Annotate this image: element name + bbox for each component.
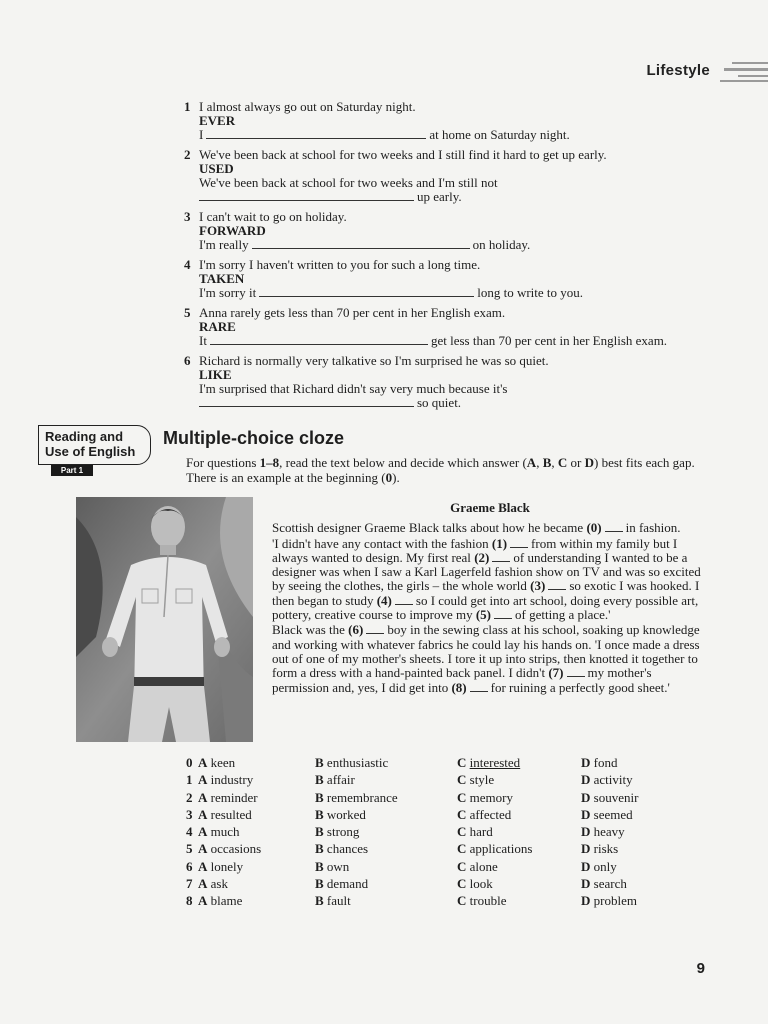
gap-6[interactable] <box>366 623 384 634</box>
original-sentence: I can't wait to go on holiday. <box>199 209 347 224</box>
item-number: 5 <box>184 305 191 320</box>
option-row: 0 A keen B enthusiastic C interested D fond <box>186 755 618 770</box>
option-row: 2 A reminder B remembrance C memory D souvenir <box>186 789 639 805</box>
answer-line: up early. <box>199 190 714 204</box>
option-a[interactable]: A industry <box>198 772 254 788</box>
gap-4[interactable] <box>395 594 413 605</box>
answer-gap[interactable] <box>206 128 426 139</box>
article-title: Graeme Black <box>450 500 530 515</box>
option-d[interactable]: D risks <box>581 841 619 857</box>
option-a[interactable]: A ask <box>198 876 228 892</box>
designer-photo <box>76 497 253 742</box>
original-sentence: I almost always go out on Saturday night. <box>199 99 416 114</box>
transformation-item-5 <box>184 306 714 348</box>
option-c[interactable]: C hard <box>457 824 493 840</box>
option-c[interactable]: C trouble <box>457 893 507 909</box>
article-paragraph-1: Scottish designer Graeme Black talks about how he became (0) in fashion. <box>272 520 681 536</box>
part-badge: Part 1 <box>51 465 93 476</box>
option-row: 5 A occasions B chances C applications D risks <box>186 841 619 857</box>
header-decoration <box>716 58 768 92</box>
answer-line-prefix: We've been back at school for two weeks and I'm still not <box>199 175 498 190</box>
item-number: 3 <box>184 209 191 224</box>
option-b[interactable]: B strong <box>315 824 360 840</box>
transformation-item-6 <box>184 354 714 410</box>
option-d[interactable]: D activity <box>581 772 633 788</box>
answer-options <box>186 755 706 911</box>
original-sentence: We've been back at school for two weeks and I still find it hard to get up early. <box>199 147 607 162</box>
gap-1[interactable] <box>510 537 528 548</box>
option-d[interactable]: D problem <box>581 893 637 909</box>
option-row: 3 A resulted B worked C affected D seemed <box>186 806 633 822</box>
answer-gap[interactable] <box>210 334 428 345</box>
option-d[interactable]: D souvenir <box>581 789 639 805</box>
option-b[interactable]: B own <box>315 858 350 874</box>
key-word: FORWARD <box>199 223 266 238</box>
option-a[interactable]: A lonely <box>198 858 244 874</box>
section-label: Reading and Use of English <box>38 425 151 465</box>
answer-line-prefix: I'm surprised that Richard didn't say very much because it's <box>199 381 508 396</box>
option-a[interactable]: A reminder <box>198 789 258 805</box>
option-a[interactable]: A keen <box>198 755 236 770</box>
key-word: TAKEN <box>199 271 245 286</box>
transformation-item-3 <box>184 210 714 252</box>
option-row: 7 A ask B demand C look D search <box>186 876 627 892</box>
answer-line: I'm sorry it long to write to you. <box>199 285 584 300</box>
option-c[interactable]: C style <box>457 772 495 788</box>
option-c[interactable]: C look <box>457 876 493 892</box>
gap-7[interactable] <box>567 666 585 677</box>
option-b[interactable]: B fault <box>315 893 351 909</box>
answer-gap[interactable] <box>199 190 414 201</box>
option-c[interactable]: C alone <box>457 858 498 874</box>
option-b[interactable]: B demand <box>315 876 369 892</box>
gap-0[interactable] <box>605 521 623 532</box>
gap-5[interactable] <box>494 608 512 619</box>
answer-line: I at home on Saturday night. <box>199 127 570 142</box>
gap-3[interactable] <box>548 579 566 590</box>
option-b[interactable]: B chances <box>315 841 369 857</box>
option-b[interactable]: B remembrance <box>315 789 398 805</box>
item-number: 4 <box>184 257 191 272</box>
option-row: 6 A lonely B own C alone D only <box>186 858 617 874</box>
option-b[interactable]: B worked <box>315 806 366 822</box>
article-paragraph-2: 'I didn't have any contact with the fashion (1) from within my family but I always wanted to design. My first real (2) of understanding I wanted to be a designer was when I saw a Karl Lagerfeld fashion show on TV and was so excited by seeing the clothes, the girls – the whole world (3) so exotic I was hooked. I then began to study (4) so I could get into art school, doing every possible art, pottery, creative course to improve my (5) of getting a place.' <box>272 535 701 623</box>
key-word: RARE <box>199 319 236 334</box>
item-number: 2 <box>184 147 191 162</box>
page-number: 9 <box>696 960 705 977</box>
option-d[interactable]: D heavy <box>581 824 625 840</box>
option-c[interactable]: C affected <box>457 806 512 822</box>
key-word: LIKE <box>199 367 232 382</box>
option-a[interactable]: A resulted <box>198 806 252 822</box>
transformation-item-4 <box>184 258 714 300</box>
item-number: 1 <box>184 99 191 114</box>
item-number: 6 <box>184 353 191 368</box>
answer-line: It get less than 70 per cent in her English exam. <box>199 333 668 348</box>
option-c[interactable]: C memory <box>457 789 513 805</box>
answer-gap[interactable] <box>252 238 470 249</box>
option-c[interactable]: C interested <box>457 755 521 770</box>
option-d[interactable]: D seemed <box>581 806 633 822</box>
option-a[interactable]: A blame <box>198 893 243 909</box>
instructions: For questions 1–8, read the text below and decide which answer (A, B, C or D) best fits each gap. There is an example at the beginning (0). <box>186 455 695 485</box>
answer-line: I'm really on holiday. <box>199 237 531 252</box>
original-sentence: Richard is normally very talkative so I'm surprised he was so quiet. <box>199 353 549 368</box>
option-a[interactable]: A occasions <box>198 841 262 857</box>
section-title: Multiple-choice cloze <box>163 428 345 448</box>
transformation-item-2 <box>184 148 714 204</box>
option-d[interactable]: D only <box>581 858 617 874</box>
option-b[interactable]: B affair <box>315 772 355 788</box>
article-paragraph-3: Black was the (6) boy in the sewing class at his school, soaking up knowledge and working with whatever fabrics he could lay his hands on. 'I once made a dress out of one of my mother's sheets. I tore it up into strips, then knotted it together to form a dress with a hand-painted back panel. I didn't (7) my mother's permission and, yes, I did get into (8) for ruining a perfectly good sheet.' <box>272 622 700 695</box>
key-word: EVER <box>199 113 236 128</box>
original-sentence: Anna rarely gets less than 70 per cent in her English exam. <box>199 305 506 320</box>
answer-gap[interactable] <box>259 286 474 297</box>
cloze-text <box>272 501 708 696</box>
option-d[interactable]: D fond <box>581 755 618 770</box>
gap-8[interactable] <box>470 681 488 692</box>
gap-2[interactable] <box>492 551 510 562</box>
option-a[interactable]: A much <box>198 824 240 840</box>
key-word: USED <box>199 161 234 176</box>
option-row: 4 A much B strong C hard D heavy <box>186 824 625 840</box>
transformation-exercise <box>184 100 714 416</box>
option-b[interactable]: B enthusiastic <box>315 755 389 770</box>
answer-gap[interactable] <box>199 396 414 407</box>
transformation-item-1 <box>184 100 714 142</box>
option-d[interactable]: D search <box>581 876 627 892</box>
option-row: 1 A industry B affair C style D activity <box>186 772 633 788</box>
answer-line: so quiet. <box>199 396 714 410</box>
option-c[interactable]: C applications <box>457 841 533 857</box>
option-row: 8 A blame B fault C trouble D problem <box>186 893 637 909</box>
page-header-title: Lifestyle <box>646 62 710 79</box>
original-sentence: I'm sorry I haven't written to you for such a long time. <box>199 257 481 272</box>
